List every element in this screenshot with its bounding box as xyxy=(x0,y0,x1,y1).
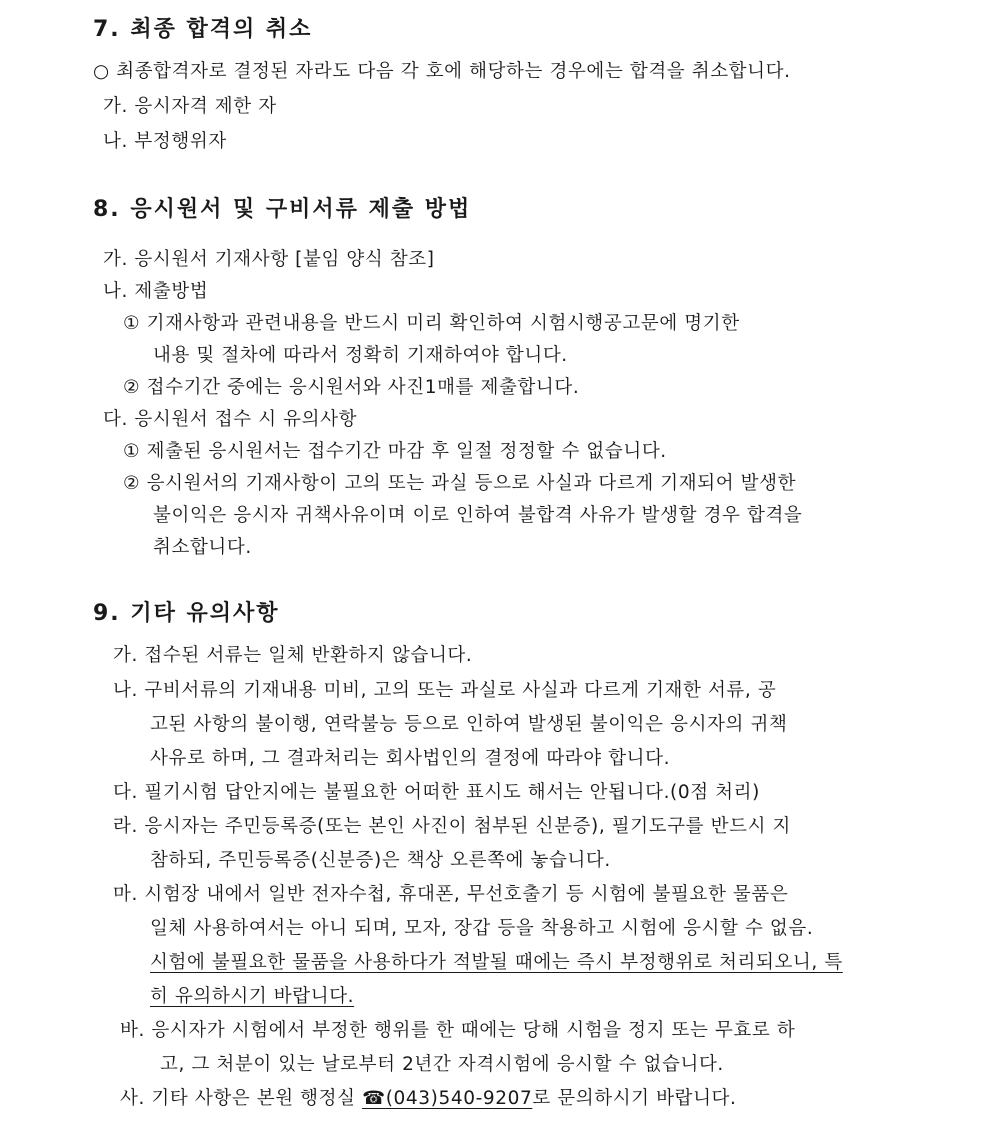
section-8-item-na: 나. 제출방법 xyxy=(103,281,209,302)
section-9-item-ma-line1: 마. 시험장 내에서 일반 전자수첩, 휴대폰, 무선호출기 등 시험에 불필요한 물품은 xyxy=(113,884,789,905)
section-8-da-2-line3: 취소합니다. xyxy=(153,537,252,558)
section-8-na-1-line1: ① 기재사항과 관련내용을 반드시 미리 확인하여 시험시행공고문에 명기한 xyxy=(123,313,740,334)
section-9-item-ma-line2: 일체 사용하여서는 아니 되며, 모자, 장갑 등을 착용하고 시험에 응시할 수 없음. xyxy=(150,918,814,939)
section-8-item-da: 다. 응시원서 접수 시 유의사항 xyxy=(103,409,358,430)
section-9-item-ba-line1: 바. 응시자가 시험에서 부정한 행위를 한 때에는 당해 시험을 정지 또는 무효로 하 xyxy=(120,1020,796,1041)
section-8-da-2-line1: ② 응시원서의 기재사항이 고의 또는 과실 등으로 사실과 다르게 기재되어 발생한 xyxy=(123,473,797,494)
section-8-na-2: ② 접수기간 중에는 응시원서와 사진1매를 제출합니다. xyxy=(123,377,580,398)
section-9-item-na-line3: 사유로 하며, 그 결과처리는 회사법인의 결정에 따라야 합니다. xyxy=(150,748,671,769)
section-9-item-na-line1: 나. 구비서류의 기재내용 미비, 고의 또는 과실로 사실과 다르게 기재한 서류, 공 xyxy=(113,680,777,701)
contact-phone: ☎(043)540-9207 xyxy=(362,1088,533,1109)
section-8-item-ga: 가. 응시원서 기재사항 [붙임 양식 참조] xyxy=(103,249,435,270)
section-7-item-na: 나. 부정행위자 xyxy=(103,131,227,152)
section-9-item-na-line2: 고된 사항의 불이행, 연락불능 등으로 인하여 발생된 불이익은 응시자의 귀책 xyxy=(150,714,788,735)
section-9-item-sa-suffix: 로 문의하시기 바랍니다. xyxy=(532,1088,737,1109)
section-8-title: 8. 응시원서 및 구비서류 제출 방법 xyxy=(93,197,472,222)
section-9-item-ra-line1: 라. 응시자는 주민등록증(또는 본인 사진이 첨부된 신분증), 필기도구를 반드시 지 xyxy=(113,816,791,837)
section-9-item-sa-prefix: 사. 기타 사항은 본원 행정실 xyxy=(120,1088,363,1109)
section-9-item-da: 다. 필기시험 답안지에는 불필요한 어떠한 표시도 해서는 안됩니다.(0점 처리) xyxy=(113,782,760,803)
section-9-item-ba-line2: 고, 그 처분이 있는 날로부터 2년간 자격시험에 응시할 수 없습니다. xyxy=(160,1054,724,1075)
section-7-intro: ○ 최종합격자로 결정된 자라도 다음 각 호에 해당하는 경우에는 합격을 취소합니다. xyxy=(93,61,791,82)
section-9-item-ma-line3-underlined: 시험에 불필요한 물품을 사용하다가 적발될 때에는 즉시 부정행위로 처리되오니, 특 xyxy=(150,952,843,973)
section-9-item-ra-line2: 참하되, 주민등록증(신분증)은 책상 오른쪽에 놓습니다. xyxy=(150,850,611,871)
section-9-item-ga: 가. 접수된 서류는 일체 반환하지 않습니다. xyxy=(113,645,473,666)
section-7-item-ga: 가. 응시자격 제한 자 xyxy=(103,96,277,117)
section-8-da-1: ① 제출된 응시원서는 접수기간 마감 후 일절 정정할 수 없습니다. xyxy=(123,441,667,462)
section-8-na-1-line2: 내용 및 절차에 따라서 정확히 기재하여야 합니다. xyxy=(153,345,568,366)
section-9-item-ma-line4-underlined: 히 유의하시기 바랍니다. xyxy=(150,986,355,1007)
section-7-title: 7. 최종 합격의 취소 xyxy=(93,17,313,42)
section-9-title: 9. 기타 유의사항 xyxy=(93,601,280,626)
section-9-item-sa xyxy=(120,1087,737,1111)
section-8-da-2-line2: 불이익은 응시자 귀책사유이며 이로 인하여 불합격 사유가 발생할 경우 합격을 xyxy=(153,505,803,526)
